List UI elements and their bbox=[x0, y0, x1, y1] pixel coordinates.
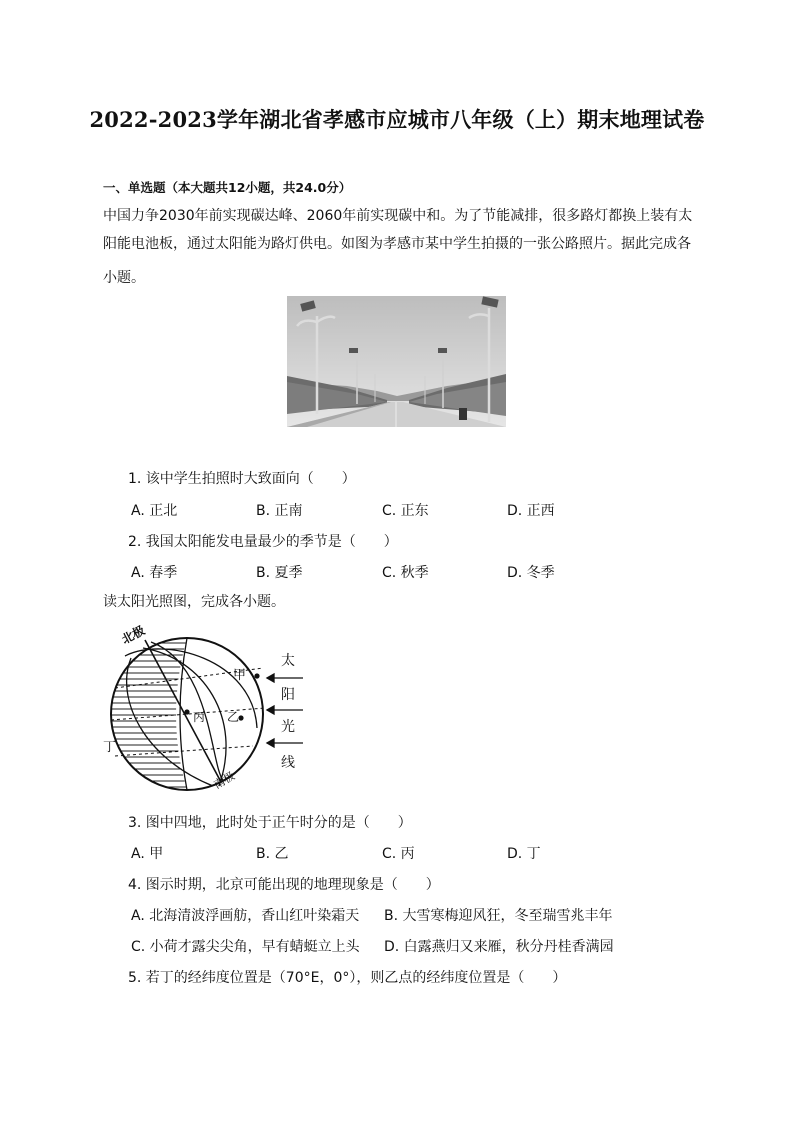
question-3-stem: 3. 图中四地，此时处于正午时分的是（ ） bbox=[128, 815, 412, 831]
page-title: 2022-2023学年湖北省孝感市应城市八年级（上）期末地理试卷 bbox=[89, 107, 705, 132]
question-2-stem: 2. 我国太阳能发电量最少的季节是（ ） bbox=[128, 534, 398, 550]
label-yi: 乙 bbox=[227, 710, 240, 724]
label-bing: 丙 bbox=[193, 710, 206, 724]
label-jia: 甲 bbox=[233, 668, 247, 683]
question-2-option-a[interactable]: A. 春季 bbox=[131, 565, 178, 581]
intro-line-2: 阳能电池板，通过太阳能为路灯供电。如图为孝感市某中学生拍摄的一张公路照片。据此完成各 bbox=[103, 236, 691, 252]
sunlight-diagram bbox=[103, 623, 303, 798]
intro-2: 读太阳光照图，完成各小题。 bbox=[103, 594, 285, 610]
question-4-option-b[interactable]: B. 大雪寒梅迎风狂，冬至瑞雪兆丰年 bbox=[384, 908, 613, 924]
question-4-option-c[interactable]: C. 小荷才露尖尖角，早有蜻蜓立上头 bbox=[131, 939, 360, 955]
label-sun-4: 线 bbox=[281, 755, 295, 771]
label-south-pole: 南极 bbox=[211, 769, 238, 792]
question-3-option-d[interactable]: D. 丁 bbox=[507, 846, 541, 862]
question-2-option-b[interactable]: B. 夏季 bbox=[256, 565, 303, 581]
question-1-option-a[interactable]: A. 正北 bbox=[131, 503, 178, 519]
question-3-option-a[interactable]: A. 甲 bbox=[131, 846, 164, 862]
section-heading: 一、单选题（本大题共12小题，共24.0分） bbox=[103, 180, 352, 195]
label-ding: 丁 bbox=[103, 740, 117, 755]
question-4-stem: 4. 图示时期，北京可能出现的地理现象是（ ） bbox=[128, 877, 440, 893]
question-3-option-c[interactable]: C. 丙 bbox=[382, 846, 415, 862]
label-sun-2: 阳 bbox=[281, 687, 295, 703]
question-1-option-c[interactable]: C. 正东 bbox=[382, 503, 429, 519]
question-1-option-d[interactable]: D. 正西 bbox=[507, 503, 555, 519]
label-sun-1: 太 bbox=[281, 653, 295, 669]
intro-line-3: 小题。 bbox=[103, 270, 145, 286]
question-4-option-a[interactable]: A. 北海清波浮画舫，香山红叶染霜天 bbox=[131, 908, 360, 924]
question-2-option-c[interactable]: C. 秋季 bbox=[382, 565, 429, 581]
question-1-option-b[interactable]: B. 正南 bbox=[256, 503, 303, 519]
question-3-option-b[interactable]: B. 乙 bbox=[256, 846, 289, 862]
question-2-option-d[interactable]: D. 冬季 bbox=[507, 565, 555, 581]
label-north-pole: 北极 bbox=[119, 623, 148, 647]
label-sun-3: 光 bbox=[281, 719, 295, 735]
question-5-stem: 5. 若丁的经纬度位置是（70°E，0°），则乙点的经纬度位置是（ ） bbox=[128, 970, 567, 986]
question-4-option-d[interactable]: D. 白露燕归又来雁，秋分丹桂香满园 bbox=[384, 939, 614, 955]
road-photo bbox=[287, 296, 506, 427]
intro-line-1: 中国力争2030年前实现碳达峰、2060年前实现碳中和。为了节能减排，很多路灯都换上装有太 bbox=[103, 208, 693, 224]
question-1-stem: 1. 该中学生拍照时大致面向（ ） bbox=[128, 471, 356, 487]
